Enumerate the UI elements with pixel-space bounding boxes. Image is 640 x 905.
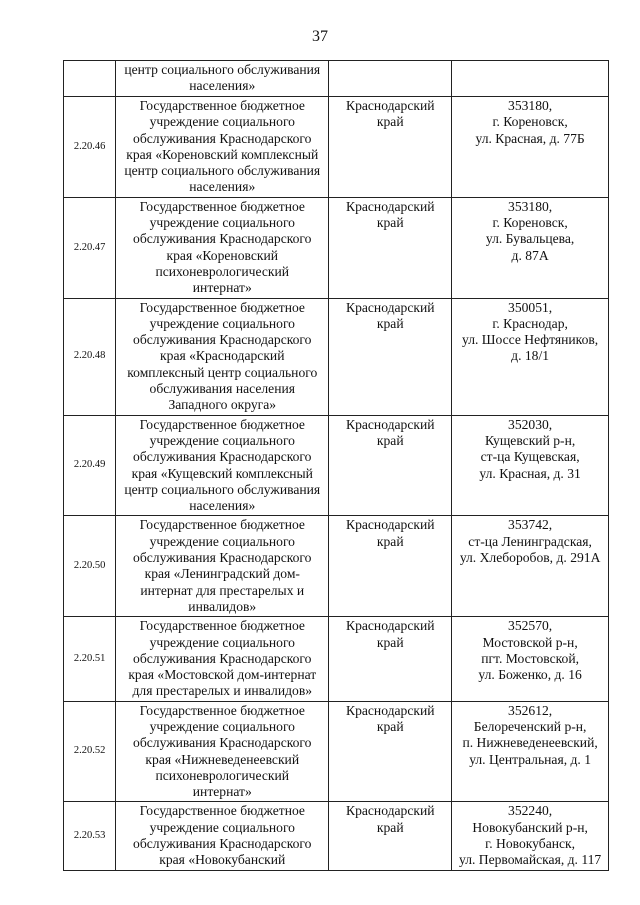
institution-name-cell-line: Государственное бюджетное: [139, 98, 305, 113]
institution-name-cell: [116, 61, 329, 97]
institution-name-cell-line: психоневрологический: [155, 263, 290, 279]
address-cell-line: 350051,: [508, 299, 553, 315]
institution-name-cell-line: населения»: [189, 179, 256, 195]
page-number: 37: [312, 28, 328, 45]
region-cell: [329, 197, 452, 298]
address-cell-line: 352240,: [508, 803, 553, 819]
institution-name-cell-line: Государственное бюджетное: [139, 618, 305, 634]
address-cell-line: д. 87А: [511, 247, 549, 263]
region-cell-line: Краснодарский: [346, 98, 435, 113]
institution-name-cell-line: обслуживания Краснодарского: [133, 735, 312, 751]
address-cell-line: г. Кореновск,: [492, 114, 568, 130]
address-cell-line: г. Новокубанск,: [485, 836, 576, 852]
institution-name-cell: [116, 516, 329, 617]
address-cell-line: ст-ца Кущевская,: [480, 449, 580, 465]
region-cell-line: Краснодарский: [346, 702, 435, 718]
institution-name-cell: [116, 415, 329, 516]
region-cell: [329, 617, 452, 701]
item-number-cell: 2.20.52: [64, 701, 116, 802]
region-cell: [329, 97, 452, 198]
address-cell-line: Новокубанский р-н,: [472, 819, 588, 835]
region-cell: [329, 61, 452, 97]
region-cell: [329, 516, 452, 617]
institution-name-cell-line: учреждение социального: [149, 533, 295, 549]
table-row: [64, 701, 609, 802]
address-cell-line: ул. Хлеборобов, д. 291А: [459, 550, 601, 566]
address-cell-line: Мостовской р-н,: [482, 634, 578, 650]
item-number-cell: 2.20.50: [64, 516, 116, 617]
item-number-cell: 2.20.46: [64, 97, 116, 198]
institution-name-cell-line: обслуживания Краснодарского: [133, 836, 312, 852]
region-cell-line: край: [376, 819, 404, 835]
table-body: [64, 61, 609, 871]
table-row: [64, 415, 609, 516]
region-cell: [329, 298, 452, 415]
region-cell-line: Краснодарский: [346, 517, 435, 533]
institution-name-cell-line: учреждение социального: [149, 215, 295, 231]
institution-name-cell-line: интернат для престарелых и: [140, 582, 305, 598]
institution-name-cell-line: центр социального обслуживания: [124, 163, 321, 179]
institution-name-cell-line: обслуживания Краснодарского: [133, 332, 312, 348]
region-cell-line: край: [376, 114, 404, 130]
region-cell: [329, 701, 452, 802]
address-cell-line: ул. Красная, д. 77Б: [475, 130, 585, 146]
address-cell: [452, 415, 609, 516]
institution-name-cell-line: обслуживания Краснодарского: [133, 550, 312, 566]
item-number-cell: 2.20.53: [64, 802, 116, 870]
institution-name-cell-line: психоневрологический: [155, 767, 290, 783]
address-cell-line: ул. Боженко, д. 16: [478, 667, 582, 683]
institution-name-cell: [116, 802, 329, 870]
institution-name-cell-line: края «Новокубанский: [159, 852, 286, 868]
address-cell-line: пгт. Мостовской,: [481, 650, 580, 666]
institution-name-cell-line: Государственное бюджетное: [139, 299, 305, 315]
address-cell: [452, 802, 609, 870]
institution-name-cell-line: Государственное бюджетное: [139, 803, 305, 819]
address-cell-line: ул. Центральная, д. 1: [469, 751, 592, 767]
address-cell-line: п. Нижневеденеевский,: [462, 735, 598, 751]
institution-name-cell-line: края «Краснодарский: [160, 348, 285, 364]
institution-name-cell-line: обслуживания Краснодарского: [133, 231, 312, 247]
address-cell-line: 353180,: [508, 98, 553, 113]
address-cell-line: Белореченский р-н,: [473, 718, 587, 734]
item-number-cell: 2.20.51: [64, 617, 116, 701]
institution-name-cell-line: населения»: [189, 498, 256, 514]
institution-name-cell-line: Государственное бюджетное: [139, 416, 305, 432]
institution-name-cell-line: для престарелых и инвалидов»: [132, 683, 313, 699]
institution-name-cell-line: края «Кущевский комплексный: [131, 465, 313, 481]
region-cell-line: Краснодарский: [346, 803, 435, 819]
address-cell: [452, 61, 609, 97]
address-cell-line: Кущевский р-н,: [484, 432, 576, 448]
institution-name-cell-line: инвалидов»: [188, 598, 257, 614]
institution-name-cell-line: края «Кореновский: [166, 247, 279, 263]
address-cell-line: 352570,: [508, 618, 553, 634]
address-cell: [452, 516, 609, 617]
institution-name-cell: [116, 197, 329, 298]
institution-name-cell-line: комплексный центр социального: [127, 364, 318, 380]
institution-name-cell-line: интернат»: [192, 784, 252, 800]
institution-name-cell-line: центр социального обслуживания: [124, 481, 321, 497]
institution-name-cell-line: края «Мостовской дом-интернат: [128, 667, 317, 683]
institution-name-cell-line: обслуживания населения: [149, 381, 295, 397]
table-row: [64, 97, 609, 198]
address-cell-line: г. Кореновск,: [492, 215, 568, 231]
institution-name-cell-line: Государственное бюджетное: [139, 198, 305, 214]
institution-name-cell-line: края «Кореновский комплексный: [126, 146, 319, 162]
institution-name-cell-line: центр социального обслуживания: [124, 62, 321, 77]
region-cell-line: край: [376, 533, 404, 549]
address-cell-line: д. 18/1: [511, 348, 550, 364]
region-cell-line: край: [376, 718, 404, 734]
table-row: [64, 197, 609, 298]
institution-name-cell-line: обслуживания Краснодарского: [133, 130, 312, 146]
address-cell-line: 353180,: [508, 198, 553, 214]
address-cell-line: ул. Красная, д. 31: [479, 465, 581, 481]
institutions-table: [63, 60, 609, 871]
address-cell-line: ул. Бувальцева,: [485, 231, 575, 247]
institution-name-cell-line: учреждение социального: [149, 718, 295, 734]
item-number-cell: 2.20.49: [64, 415, 116, 516]
region-cell: [329, 802, 452, 870]
address-cell: [452, 617, 609, 701]
item-number-cell: [64, 61, 116, 97]
table-row: [64, 298, 609, 415]
address-cell-line: ул. Шоссе Нефтяников,: [462, 332, 599, 348]
address-cell-line: 353742,: [508, 517, 553, 533]
institution-name-cell-line: учреждение социального: [149, 819, 295, 835]
table-row: [64, 61, 609, 97]
region-cell-line: край: [376, 432, 404, 448]
institution-name-cell: [116, 617, 329, 701]
address-cell-line: 352612,: [508, 702, 553, 718]
institution-name-cell: [116, 701, 329, 802]
institution-name-cell-line: учреждение социального: [149, 114, 295, 130]
region-cell: [329, 415, 452, 516]
table-row: [64, 617, 609, 701]
region-cell-line: край: [376, 315, 404, 331]
institution-name-cell-line: Государственное бюджетное: [139, 517, 305, 533]
institution-name-cell-line: интернат»: [192, 280, 252, 296]
item-number-cell: 2.20.47: [64, 197, 116, 298]
address-cell-line: ул. Первомайская, д. 117: [459, 852, 602, 868]
region-cell-line: Краснодарский: [346, 198, 435, 214]
institution-name-cell-line: Западного округа»: [168, 397, 277, 413]
item-number-cell: 2.20.48: [64, 298, 116, 415]
table-row: [64, 802, 609, 870]
region-cell-line: край: [376, 634, 404, 650]
table-row: [64, 516, 609, 617]
address-cell-line: г. Краснодар,: [492, 315, 568, 331]
institution-name-cell: [116, 97, 329, 198]
address-cell: [452, 197, 609, 298]
institution-name-cell-line: учреждение социального: [149, 315, 295, 331]
institution-name-cell-line: учреждение социального: [149, 432, 295, 448]
region-cell-line: Краснодарский: [346, 618, 435, 634]
region-cell-line: Краснодарский: [346, 299, 435, 315]
institution-name-cell: [116, 298, 329, 415]
institution-name-cell-line: края «Нижневеденеевский: [145, 751, 300, 767]
address-cell-line: ст-ца Ленинградская,: [468, 533, 592, 549]
address-cell: [452, 701, 609, 802]
institution-name-cell-line: края «Ленинградский дом-: [144, 566, 300, 582]
institution-name-cell-line: населения»: [189, 78, 256, 94]
institution-name-cell-line: обслуживания Краснодарского: [133, 449, 312, 465]
address-cell: [452, 97, 609, 198]
address-cell: [452, 298, 609, 415]
region-cell-line: Краснодарский: [346, 416, 435, 432]
institution-name-cell-line: Государственное бюджетное: [139, 702, 305, 718]
institution-name-cell-line: учреждение социального: [149, 634, 295, 650]
address-cell-line: 352030,: [508, 416, 553, 432]
region-cell-line: край: [376, 215, 404, 231]
institution-name-cell-line: обслуживания Краснодарского: [133, 650, 312, 666]
